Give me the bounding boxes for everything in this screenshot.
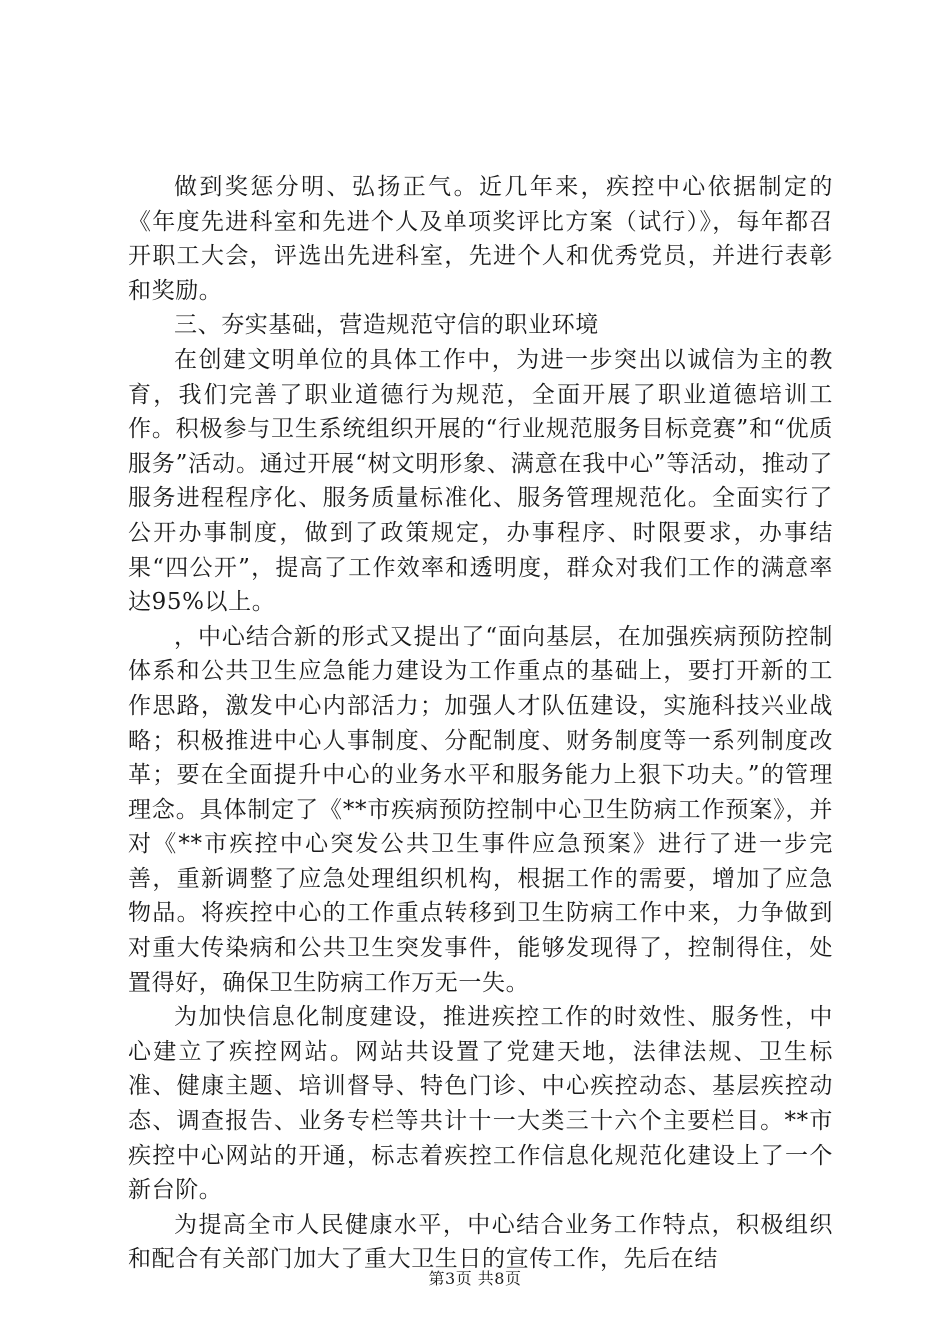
page-footer: 第3页 共8页 bbox=[428, 1269, 522, 1288]
paragraph-1: 做到奖惩分明、弘扬正气。近几年来，疾控中心依据制定的《年度先进科室和先进个人及单项奖评比方案（试行）》，每年都召开职工大会，评选出先进科室，先进个人和优秀党员，并进行表彰和奖励。 bbox=[128, 174, 833, 304]
document-body bbox=[128, 170, 833, 1277]
paragraph-2: 在创建文明单位的具体工作中，为进一步突出以诚信为主的教育，我们完善了职业道德行为规范，全面开展了职业道德培训工作。积极参与卫生系统组织开展的“行业规范服务目标竞赛”和“优质服务”活动。通过开展“树文明形象、满意在我中心”等活动，推动了服务进程程序化、服务质量标准化、服务管理规范化。全面实行了公开办事制度，做到了政策规定，办事程序、时限要求，办事结果“四公开”，提高了工作效率和透明度，群众对我们工作的满意率达95%以上。 bbox=[128, 346, 833, 616]
paragraph-3: ，中心结合新的形式又提出了“面向基层，在加强疾病预防控制体系和公共卫生应急能力建设为工作重点的基础上，要打开新的工作思路，激发中心内部活力；加强人才队伍建设，实施科技兴业战略；积极推进中心人事制度、分配制度、财务制度等一系列制度改革；要在全面提升中心的业务水平和服务能力上狠下功夫。”的管理理念。具体制定了《**市疾病预防控制中心卫生防病工作预案》，并对《**市疾控中心突发公共卫生事件应急预案》进行了进一步完善，重新调整了应急处理组织机构，根据工作的需要，增加了应急物品。将疾控中心的工作重点转移到卫生防病工作中来，力争做到对重大传染病和公共卫生突发事件，能够发现得了，控制得住，处置得好，确保卫生防病工作万无一失。 bbox=[128, 623, 833, 996]
paragraph-5: 为提高全市人民健康水平，中心结合业务工作特点，积极组织和配合有关部门加大了重大卫生日的宣传工作，先后在结 bbox=[128, 1211, 833, 1273]
section-heading: 三、夯实基础，营造规范守信的职业环境 bbox=[174, 312, 599, 339]
paragraph-4: 为加快信息化制度建设，推进疾控工作的时效性、服务性，中心建立了疾控网站。网站共设置了党建天地，法律法规、卫生标准、健康主题、培训督导、特色门诊、中心疾控动态、基层疾控动态、调查报告、业务专栏等共计十一大类三十六个主要栏目。**市疾控中心网站的开通，标志着疾控工作信息化规范化建设上了一个新台阶。 bbox=[128, 1004, 833, 1204]
